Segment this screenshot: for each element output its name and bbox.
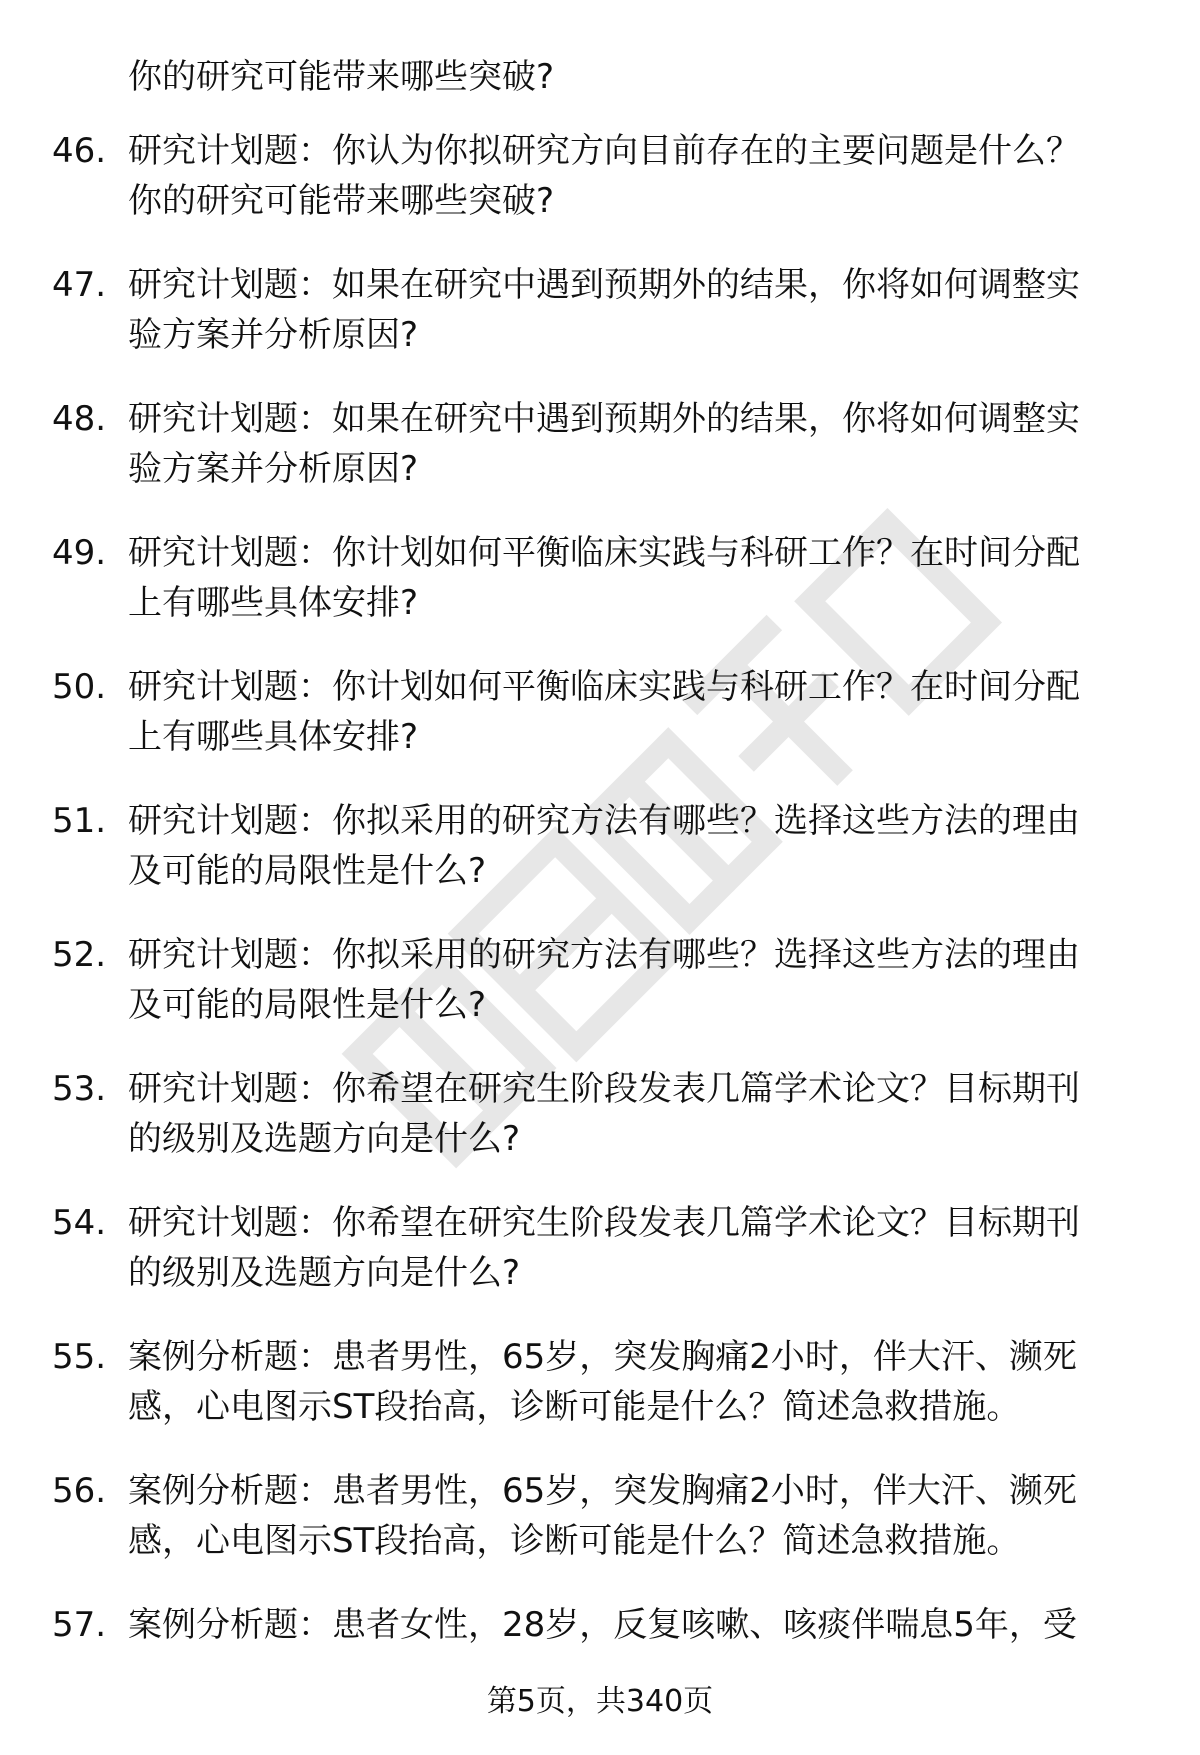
question-item [0,662,1200,796]
question-item [0,394,1200,528]
question-item [0,1332,1200,1466]
question-text [128,796,1150,896]
question-number: 46. [52,131,107,171]
question-item [0,126,1200,260]
question-line: 研究计划题：你拟采用的研究方法有哪些？选择这些方法的理由 [128,801,1080,841]
question-line: 的级别及选题方向是什么? [128,1119,521,1159]
question-number: 49. [52,533,107,573]
question-text [128,528,1150,628]
question-line: 研究计划题：如果在研究中遇到预期外的结果，你将如何调整实 [128,265,1080,305]
question-line: 验方案并分析原因? [128,449,419,489]
question-number: 53. [52,1069,107,1109]
question-text [128,1332,1150,1432]
question-line: 上有哪些具体安排? [128,717,419,757]
question-number: 56. [52,1471,107,1511]
question-line: 研究计划题：你计划如何平衡临床实践与科研工作？在时间分配 [128,533,1080,573]
question-number: 48. [52,399,107,439]
question-text [128,1064,1150,1164]
question-line: 研究计划题：你希望在研究生阶段发表几篇学术论文？目标期刊 [128,1203,1080,1243]
question-line: 及可能的局限性是什么? [128,985,487,1025]
question-text [128,1600,1150,1650]
question-line: 上有哪些具体安排? [128,583,419,623]
question-list [0,126,1200,1734]
question-number: 50. [52,667,107,707]
question-text [128,662,1150,762]
question-item [0,260,1200,394]
question-item [0,1064,1200,1198]
question-line: 案例分析题：患者男性，65岁，突发胸痛2小时，伴大汗、濒死 [128,1337,1077,1377]
question-number: 57. [52,1605,107,1645]
question-line: 感，心电图示ST段抬高，诊断可能是什么？简述急救措施。 [128,1521,1021,1561]
question-line: 研究计划题：你拟采用的研究方法有哪些？选择这些方法的理由 [128,935,1080,975]
question-text [128,260,1150,360]
question-number: 47. [52,265,107,305]
question-line: 研究计划题：你认为你拟研究方向目前存在的主要问题是什么？ [128,131,1080,171]
question-item [0,1198,1200,1332]
question-line: 案例分析题：患者女性，28岁，反复咳嗽、咳痰伴喘息5年，受 [128,1605,1077,1645]
question-text [128,126,1150,226]
question-text [128,930,1150,1030]
question-line: 研究计划题：你希望在研究生阶段发表几篇学术论文？目标期刊 [128,1069,1080,1109]
question-line: 及可能的局限性是什么? [128,851,487,891]
question-text [128,1466,1150,1566]
previous-question-continuation: 你的研究可能带来哪些突破? [128,57,555,97]
question-text [128,1198,1150,1298]
question-number: 51. [52,801,107,841]
question-line: 研究计划题：如果在研究中遇到预期外的结果，你将如何调整实 [128,399,1080,439]
question-item [0,930,1200,1064]
question-line: 你的研究可能带来哪些突破? [128,181,555,221]
question-number: 55. [52,1337,107,1377]
question-line: 的级别及选题方向是什么? [128,1253,521,1293]
question-item [0,796,1200,930]
question-number: 54. [52,1203,107,1243]
question-text [128,394,1150,494]
question-number: 52. [52,935,107,975]
question-line: 研究计划题：你计划如何平衡临床实践与科研工作？在时间分配 [128,667,1080,707]
question-line: 验方案并分析原因? [128,315,419,355]
question-item [0,528,1200,662]
question-line: 感，心电图示ST段抬高，诊断可能是什么？简述急救措施。 [128,1387,1021,1427]
question-line: 案例分析题：患者男性，65岁，突发胸痛2小时，伴大汗、濒死 [128,1471,1077,1511]
question-item [0,1466,1200,1600]
page-number-footer: 第5页，共340页 [486,1684,714,1719]
